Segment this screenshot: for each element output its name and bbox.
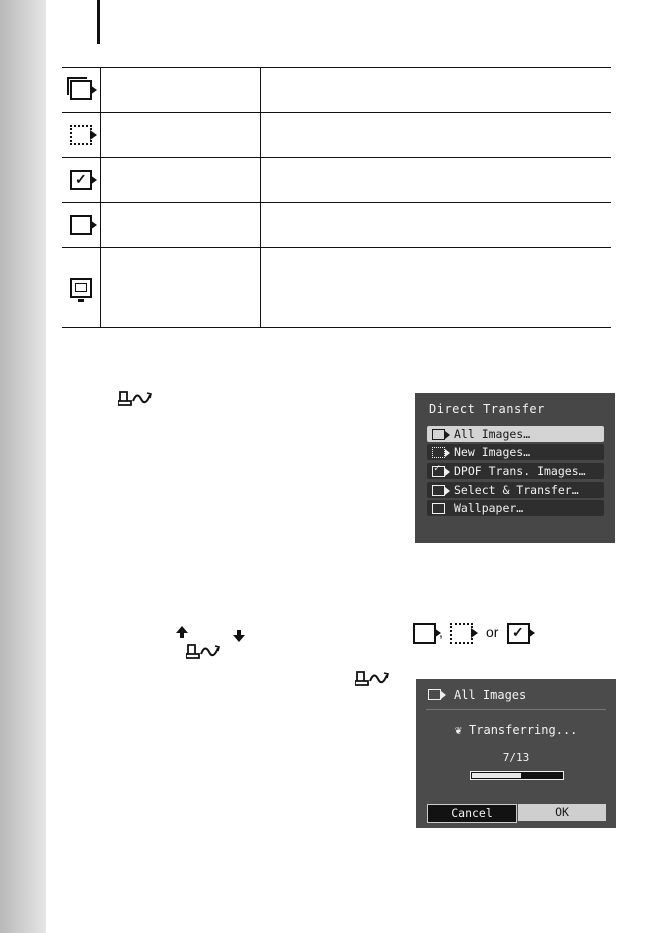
menu-item-new-images[interactable]: New Images… bbox=[427, 444, 604, 460]
status-text: Transferring... bbox=[469, 723, 578, 737]
all-images-icon bbox=[428, 689, 441, 700]
progress-fill bbox=[472, 773, 521, 778]
table-row bbox=[62, 157, 611, 202]
cancel-button[interactable]: Cancel bbox=[427, 804, 517, 823]
table-row bbox=[62, 67, 611, 112]
print-share-icon bbox=[118, 389, 152, 407]
all-images-icon bbox=[432, 429, 445, 440]
screen-title: All Images bbox=[454, 688, 527, 702]
new-images-icon bbox=[450, 623, 473, 644]
progress-bar bbox=[470, 771, 564, 780]
transfer-mode-table bbox=[62, 67, 611, 328]
table-row bbox=[62, 247, 611, 328]
menu-item-select-and-transfer[interactable]: Select & Transfer… bbox=[427, 482, 604, 498]
menu-item-wallpaper[interactable]: Wallpaper… bbox=[427, 500, 604, 516]
menu-item-all-images[interactable]: All Images… bbox=[427, 426, 604, 442]
direct-transfer-screen bbox=[415, 393, 615, 543]
select-and-transfer-icon bbox=[70, 215, 92, 235]
wallpaper-icon bbox=[70, 278, 92, 298]
dpof-trans-images-icon: ✓ bbox=[507, 623, 530, 644]
transfer-activity-icon: ❦ bbox=[454, 723, 470, 737]
menu-item-dpof-trans-images[interactable]: ✓ DPOF Trans. Images… bbox=[427, 463, 604, 479]
side-strip bbox=[0, 0, 46, 933]
all-images-icon bbox=[413, 623, 436, 644]
separator-or: or bbox=[486, 624, 499, 640]
all-images-icon bbox=[70, 80, 92, 100]
transfer-progress-screen bbox=[416, 679, 616, 828]
table-row bbox=[62, 202, 611, 247]
screen-title: Direct Transfer bbox=[429, 402, 545, 416]
new-images-icon bbox=[70, 125, 92, 145]
dpof-trans-images-icon: ✓ bbox=[70, 170, 92, 190]
transfer-counter: 7/13 bbox=[502, 751, 530, 764]
separator-comma: , bbox=[439, 624, 443, 640]
divider bbox=[426, 709, 606, 710]
print-share-icon bbox=[355, 669, 389, 687]
down-arrow-icon bbox=[233, 635, 245, 642]
header-marker bbox=[97, 0, 100, 44]
new-images-icon bbox=[432, 447, 445, 458]
wallpaper-icon bbox=[432, 503, 445, 514]
dpof-trans-images-icon: ✓ bbox=[432, 466, 445, 477]
up-arrow-icon bbox=[176, 626, 188, 633]
ok-button[interactable]: OK bbox=[518, 804, 606, 821]
print-share-icon bbox=[186, 642, 220, 660]
table-row bbox=[62, 112, 611, 157]
select-and-transfer-icon bbox=[432, 485, 445, 496]
